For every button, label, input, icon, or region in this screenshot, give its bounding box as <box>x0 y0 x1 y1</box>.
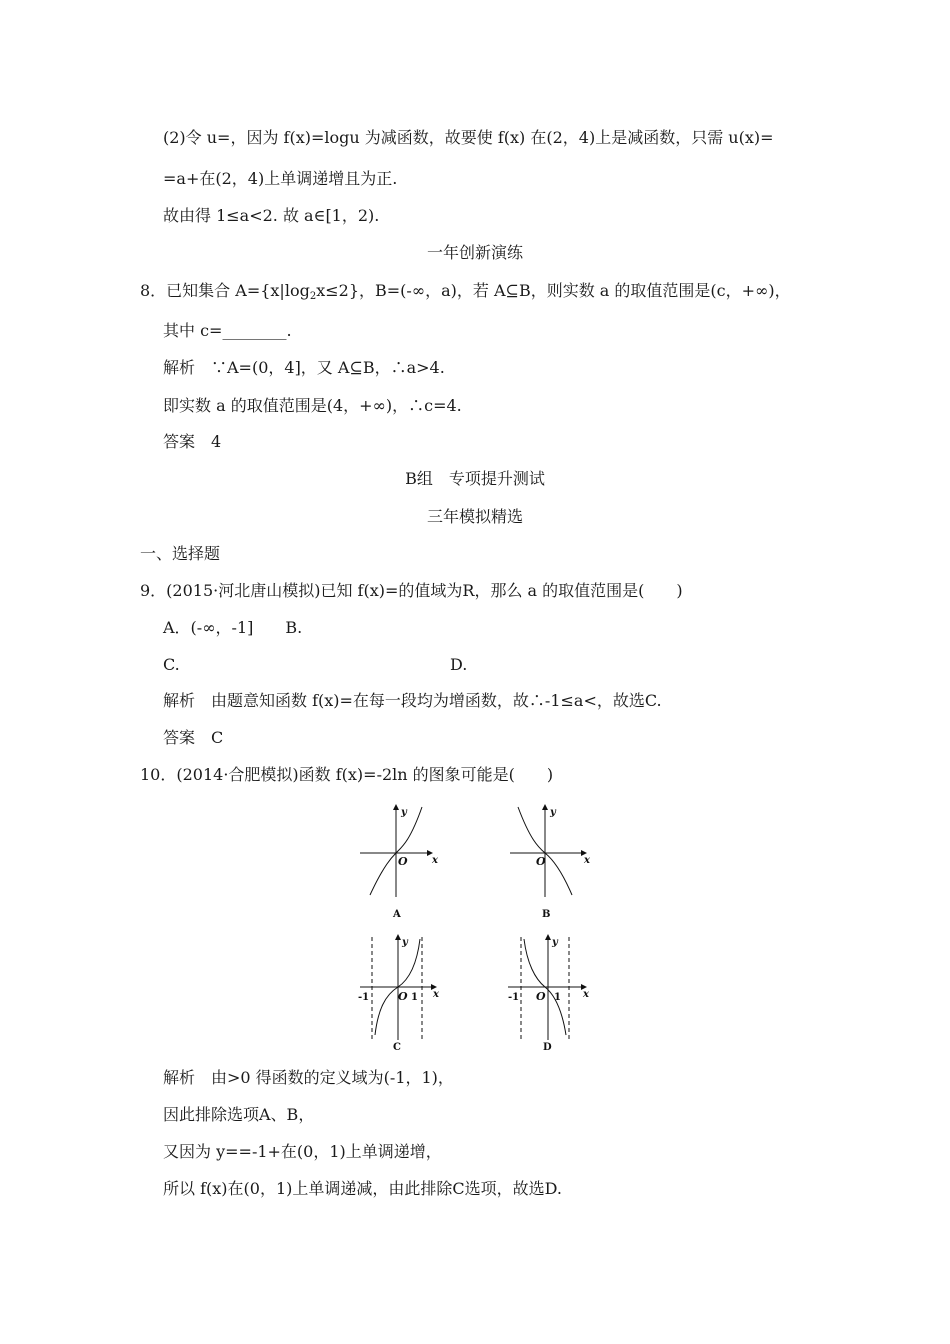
q10-solution-line-4: 所以 f(x)在(0，1)上单调递减，由此排除C选项，故选D. <box>163 1179 562 1198</box>
question-10: 10．(2014·合肥模拟)函数 f(x)=-2ln 的图象可能是( ) <box>140 765 554 784</box>
graph-c-origin: O <box>398 990 408 1003</box>
function-graphs-figure <box>340 795 610 1065</box>
q9-options-ab: A．(-∞，-1] B. <box>163 618 303 637</box>
q9-option-c: C. <box>163 655 180 674</box>
question-9: 9．(2015·河北唐山模拟)已知 f(x)=的值域为R，那么 a 的取值范围是( ) <box>140 581 683 600</box>
section-heading-innovation: 一年创新演练 <box>426 243 523 262</box>
section-heading-group-b: B组 专项提升测试 <box>405 469 545 488</box>
graph-a <box>360 805 432 897</box>
graph-c-caption: C <box>393 1042 401 1053</box>
graph-d-x-label: x <box>583 989 589 1000</box>
question-8-line-2: 其中 c=________. <box>163 321 292 340</box>
graph-d-origin: O <box>536 990 546 1003</box>
question-8-line-1: 8．已知集合 $A=\{x|\log_2x\le 2\}$，B=(-∞，a)，若 A⊆B，则实数 a 的取值范围是(c，+∞)， <box>140 281 791 302</box>
section-multiple-choice: 一、选择题 <box>140 544 221 563</box>
q8-solution-line-1: 解析 ∵A=(0，4]，又 A⊆B，∴a>4. <box>163 358 445 377</box>
q9-solution: 解析 由题意知函数 f(x)=在每一段均为增函数，故∴-1≤a<，故选C. <box>163 691 662 710</box>
q10-solution-line-2: 因此排除选项A、B， <box>163 1105 315 1124</box>
graph-d-neg-one: -1 <box>508 992 520 1003</box>
solution-line-3: 故由得 1≤a<2. 故 a∈[1，2). <box>163 206 380 225</box>
q10-solution-line-1: 解析 由>0 得函数的定义域为(-1，1)， <box>163 1068 454 1087</box>
q8-answer: 答案 4 <box>163 432 222 451</box>
graph-b-x-label: x <box>584 855 590 866</box>
graph-a-y-label: y <box>401 807 407 818</box>
graph-b-y-label: y <box>550 807 556 818</box>
graph-d-y-label: y <box>552 937 558 948</box>
q9-option-d: D. <box>450 655 468 674</box>
q9-answer: 答案 C <box>163 728 224 747</box>
graph-d-one: 1 <box>554 992 561 1003</box>
graph-a-caption: A <box>393 909 401 920</box>
graph-c-one: 1 <box>411 992 418 1003</box>
graph-d <box>508 935 586 1040</box>
graph-b-origin: O <box>536 855 546 868</box>
q8-solution-line-2: 即实数 a 的取值范围是(4，+∞)，∴c=4. <box>163 396 462 415</box>
graph-d-caption: D <box>543 1042 552 1053</box>
graph-a-origin: O <box>398 855 408 868</box>
q10-solution-line-3: 又因为 y==-1+在(0，1)上单调递增， <box>163 1142 442 1161</box>
graph-a-x-label: x <box>432 855 438 866</box>
solution-line-2: =a+在(2，4)上单调递增且为正. <box>163 169 398 188</box>
graph-c-y-label: y <box>402 937 408 948</box>
section-heading-mock: 三年模拟精选 <box>426 507 523 526</box>
graph-c-x-label: x <box>433 989 439 1000</box>
graph-b <box>510 805 586 897</box>
graph-b-caption: B <box>542 909 551 920</box>
graph-c <box>360 935 436 1040</box>
solution-line-1: (2)令 u=，因为 f(x)=logu 为减函数，故要使 f(x) 在(2，4)上是减函数，只需 u(x)= <box>163 128 774 147</box>
graph-c-neg-one: -1 <box>358 992 370 1003</box>
